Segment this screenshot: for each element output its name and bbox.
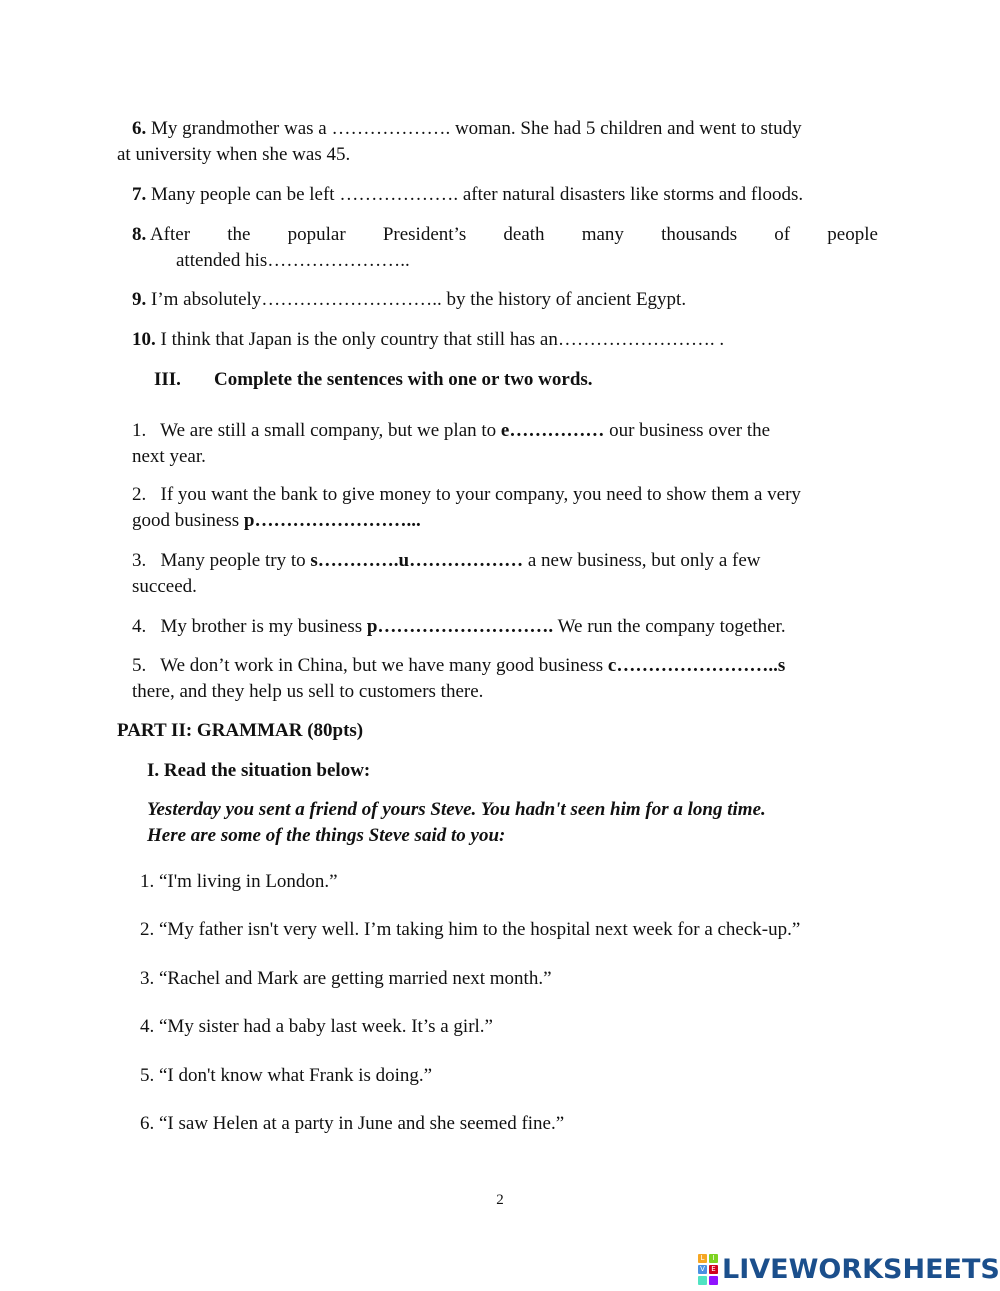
sentence-4	[132, 614, 786, 640]
question-number: 10.	[132, 329, 156, 350]
situation-line-1: Yesterday you sent a friend of yours Steve. You hadn't seen him for a long time.	[147, 799, 766, 820]
sentence-1-continuation: next year.	[132, 446, 206, 467]
sentence-number: 2.	[132, 484, 147, 505]
quote-3: 3. “Rachel and Mark are getting married next month.”	[140, 968, 552, 989]
question-8	[132, 222, 878, 248]
sentence-5	[132, 653, 785, 679]
question-number: 9.	[132, 289, 147, 310]
word: thousands	[661, 224, 738, 245]
sentence-2-continuation	[132, 508, 421, 534]
question-8-first	[132, 222, 190, 248]
sentence-text: If you want the bank to give money to your company, you need to show them a very	[160, 484, 801, 505]
question-9	[132, 287, 686, 313]
sentence-blank: e……………	[500, 420, 605, 441]
question-number: 6.	[132, 118, 147, 139]
sentence-text: a new business, but only a few	[523, 550, 761, 571]
sentence-text: We are still a small company, but we plan to	[160, 420, 501, 441]
logo-block: L	[698, 1254, 707, 1263]
quote-6: 6. “I saw Helen at a party in June and she seemed fine.”	[140, 1113, 565, 1134]
sentence-blank: s………….u………………	[310, 550, 524, 571]
sentence-number: 4.	[132, 616, 147, 637]
sentence-text: our business over the	[604, 420, 771, 441]
sentence-5-continuation: there, and they help us sell to customers there.	[132, 681, 484, 702]
word: popular	[287, 224, 346, 245]
word: President’s	[382, 224, 467, 245]
question-text: I’m absolutely……………………….. by the history of ancient Egypt.	[146, 289, 687, 310]
sentence-blank: p……………………...	[243, 510, 421, 531]
word: people	[827, 224, 878, 245]
sentence-blank: p……………………….	[366, 616, 554, 637]
word: many	[581, 224, 624, 245]
sentence-text: Many people try to	[160, 550, 311, 571]
sentence-number: 1.	[132, 420, 147, 441]
question-text: My grandmother was a ………………. woman. She had 5 children and went to study	[146, 118, 802, 139]
logo-block	[709, 1276, 718, 1285]
page-number: 2	[496, 1192, 504, 1208]
quote-2: 2. “My father isn't very well. I’m taking him to the hospital next week for a check-up.”	[140, 919, 801, 940]
logo-text: LIVEWORKSHEETS	[722, 1253, 1000, 1285]
word: of	[774, 224, 791, 245]
word: the	[227, 224, 251, 245]
word: After	[149, 224, 191, 245]
sentence-text: We don’t work in China, but we have many good business	[160, 655, 608, 676]
question-number: 8.	[132, 224, 147, 245]
part-2-title: PART II: GRAMMAR (80pts)	[117, 720, 364, 741]
question-8-continuation: attended his…………………..	[176, 250, 410, 271]
sentence-number: 3.	[132, 550, 147, 571]
question-number: 7.	[132, 184, 147, 205]
sentence-text: good business	[132, 510, 244, 531]
question-7	[132, 182, 803, 208]
sentence-number: 5.	[132, 655, 147, 676]
section-3-numeral: III.	[154, 369, 181, 390]
logo-block: I	[709, 1254, 718, 1263]
question-6	[132, 116, 802, 142]
sentence-3-continuation: succeed.	[132, 576, 197, 597]
sentence-text: My brother is my business	[160, 616, 367, 637]
sentence-text: We run the company together.	[553, 616, 786, 637]
question-text: I think that Japan is the only country that still has an……………………. .	[155, 329, 725, 350]
sentence-3	[132, 548, 761, 574]
logo-blocks-icon	[698, 1254, 718, 1285]
quote-5: 5. “I don't know what Frank is doing.”	[140, 1065, 433, 1086]
logo-block: V	[698, 1265, 707, 1274]
logo-block: E	[709, 1265, 718, 1274]
logo-block	[698, 1276, 707, 1285]
word: death	[503, 224, 545, 245]
question-text: Many people can be left ………………. after natural disasters like storms and floods.	[146, 184, 804, 205]
question-6-continuation: at university when she was 45.	[117, 144, 351, 165]
section-3-title: Complete the sentences with one or two words.	[214, 369, 593, 390]
sentence-2	[132, 482, 801, 508]
quote-1: 1. “I'm living in London.”	[140, 871, 338, 892]
question-10	[132, 327, 724, 353]
part-2-subtitle: I. Read the situation below:	[147, 760, 371, 781]
liveworksheets-logo	[698, 1252, 1000, 1286]
sentence-1	[132, 418, 770, 444]
situation-line-2: Here are some of the things Steve said to you:	[147, 825, 506, 846]
quote-4: 4. “My sister had a baby last week. It’s a girl.”	[140, 1016, 493, 1037]
sentence-blank: c……………………..s	[607, 655, 786, 676]
